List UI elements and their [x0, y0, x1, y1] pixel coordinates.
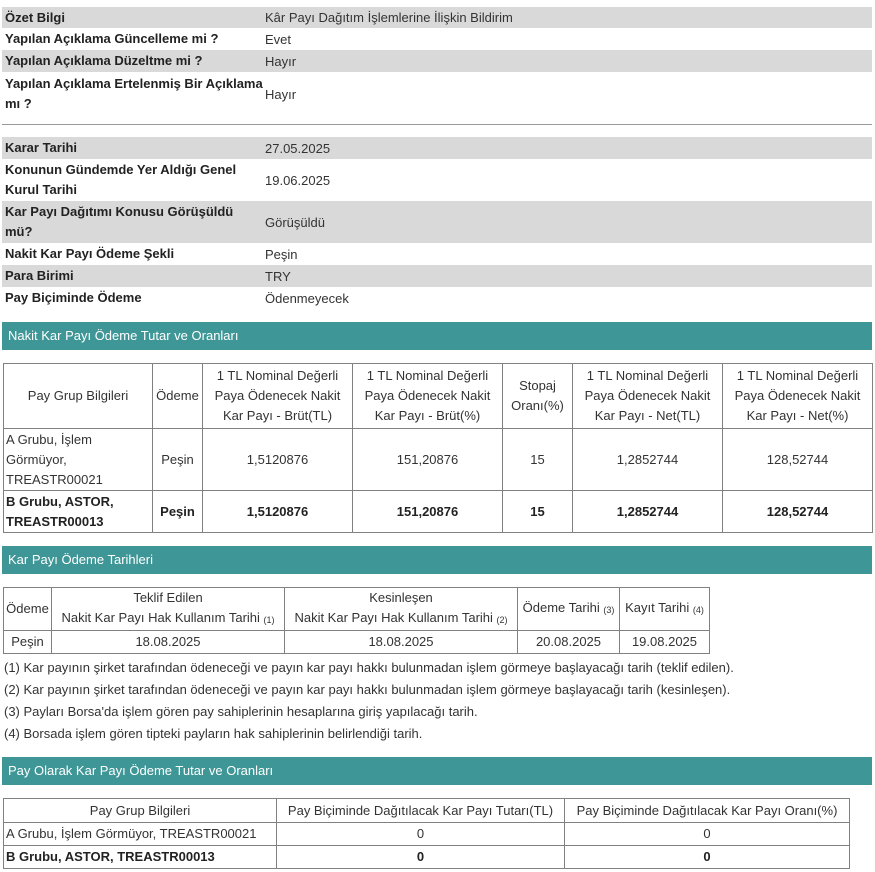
table-cell: 0	[277, 823, 565, 846]
table-cell: 151,20876	[353, 491, 503, 533]
column-header: Pay Grup Bilgileri	[4, 364, 153, 429]
header-line	[287, 608, 515, 630]
footnotes	[4, 657, 872, 745]
detail-row-pay-bicimi	[2, 287, 872, 309]
table-cell: 128,52744	[723, 491, 873, 533]
summary-row-guncelleme	[2, 28, 872, 50]
summary-row-ertelenmis	[2, 72, 872, 116]
cash-dividend-header: Nakit Kar Payı Ödeme Tutar ve Oranları	[2, 322, 872, 350]
table-cell: B Grubu, ASTOR, TREASTR00013	[4, 846, 277, 869]
footnote-marker: (2)	[496, 615, 508, 625]
footnote-marker: (1)	[263, 615, 275, 625]
table-cell: 1,5120876	[203, 491, 353, 533]
column-header: 1 TL Nominal Değerli Paya Ödenecek Nakit Kar Payı - Net(%)	[723, 364, 873, 429]
table-row	[4, 631, 710, 654]
summary-value: Hayır	[265, 53, 297, 69]
table-cell: 151,20876	[353, 429, 503, 491]
summary-row-duzeltme	[2, 50, 872, 72]
header-line	[54, 608, 282, 630]
detail-value: Ödenmeyecek	[265, 290, 349, 306]
table-cell: 0	[565, 846, 850, 869]
column-header-final	[285, 588, 518, 631]
table-cell: Peşin	[153, 491, 203, 533]
table-cell: 0	[565, 823, 850, 846]
detail-label: Pay Biçiminde Ödeme	[5, 290, 142, 305]
table-cell: 0	[277, 846, 565, 869]
table-cell: 20.08.2025	[518, 631, 620, 654]
table-row	[4, 823, 850, 846]
detail-label: Karar Tarihi	[5, 140, 78, 155]
summary-label: Özet Bilgi	[5, 9, 65, 25]
table-cell: B Grubu, ASTOR, TREASTR00013	[4, 491, 153, 533]
table-cell: 1,2852744	[573, 491, 723, 533]
table-cell: Peşin	[4, 631, 52, 654]
header-text: Ödeme Tarihi	[522, 600, 600, 615]
detail-label: Para Birimi	[5, 268, 74, 283]
table-cell: 128,52744	[723, 429, 873, 491]
table-header-row	[4, 799, 850, 823]
cash-dividend-table	[3, 363, 873, 533]
table-cell: A Grubu, İşlem Görmüyor, TREASTR00021	[4, 429, 153, 491]
detail-row-odeme-sekli	[2, 243, 872, 265]
column-header: 1 TL Nominal Değerli Paya Ödenecek Nakit Kar Payı - Brüt(TL)	[203, 364, 353, 429]
detail-value: Görüşüldü	[265, 214, 325, 230]
summary-value: Evet	[265, 31, 292, 47]
table-cell: 15	[503, 429, 573, 491]
table-header-row	[4, 588, 710, 631]
footnote: (3) Payları Borsa'da işlem gören pay sahiplerinin hesaplarına giriş yapılacağı tarih.	[4, 704, 478, 719]
table-cell: 15	[503, 491, 573, 533]
summary-label: Yapılan Açıklama Düzeltme mi ?	[5, 53, 203, 68]
column-header: Pay Grup Bilgileri	[4, 799, 277, 823]
header-text: Kayıt Tarihi	[625, 600, 690, 615]
detail-row-genel-kurul	[2, 159, 872, 201]
detail-label: Kar Payı Dağıtımı Konusu Görüşüldü mü?	[5, 204, 234, 239]
payment-dates-header: Kar Payı Ödeme Tarihleri	[2, 546, 872, 574]
table-row	[4, 846, 850, 869]
detail-value: TRY	[265, 268, 291, 284]
detail-row-para-birimi	[2, 265, 872, 287]
header-text: Nakit Kar Payı Hak Kullanım Tarihi	[294, 610, 493, 625]
column-header: 1 TL Nominal Değerli Paya Ödenecek Nakit Kar Payı - Brüt(%)	[353, 364, 503, 429]
column-header: 1 TL Nominal Değerli Paya Ödenecek Nakit Kar Payı - Net(TL)	[573, 364, 723, 429]
table-cell: A Grubu, İşlem Görmüyor, TREASTR00021	[4, 823, 277, 846]
detail-value: 27.05.2025	[265, 140, 331, 156]
header-line: Teklif Edilen	[133, 590, 203, 605]
payment-dates-table	[3, 587, 710, 654]
table-cell: Peşin	[153, 429, 203, 491]
footnote: (2) Kar payının şirket tarafından ödeneceği ve payın kar payı hakkı bulunmadan işlem görmeye başlayacağı tarih (kesinleşen).	[4, 682, 731, 697]
detail-label: Nakit Kar Payı Ödeme Şekli	[5, 246, 175, 261]
header-line: Kesinleşen	[369, 590, 433, 605]
summary-label: Yapılan Açıklama Güncelleme mi ?	[5, 31, 219, 46]
column-header-payment-date	[518, 588, 620, 631]
footnote-marker: (3)	[603, 605, 615, 615]
column-header: Ödeme	[153, 364, 203, 429]
header-text: Nakit Kar Payı Hak Kullanım Tarihi	[61, 610, 260, 625]
summary-row-ozet	[2, 7, 872, 28]
detail-row-gorusuldu	[2, 201, 872, 243]
table-cell: 19.08.2025	[620, 631, 710, 654]
stock-dividend-header: Pay Olarak Kar Payı Ödeme Tutar ve Oranları	[2, 757, 872, 785]
summary-value: Kâr Payı Dağıtım İşlemlerine İlişkin Bildirim	[265, 10, 513, 25]
footnote-marker: (4)	[692, 605, 704, 615]
table-cell: 1,2852744	[573, 429, 723, 491]
column-header: Stopaj Oranı(%)	[503, 364, 573, 429]
table-cell: 18.08.2025	[52, 631, 285, 654]
column-header: Pay Biçiminde Dağıtılacak Kar Payı Tutarı(TL)	[277, 799, 565, 823]
column-header-proposed	[52, 588, 285, 631]
column-header: Pay Biçiminde Dağıtılacak Kar Payı Oranı(%)	[565, 799, 850, 823]
stock-dividend-table	[3, 798, 850, 869]
section-divider	[2, 124, 872, 125]
column-header: Ödeme	[4, 588, 52, 631]
footnote: (4) Borsada işlem gören tipteki payların hak sahiplerinin belirlendiği tarih.	[4, 726, 423, 741]
column-header-record-date	[620, 588, 710, 631]
summary-label: Yapılan Açıklama Ertelenmiş Bir Açıklama mı ?	[5, 76, 263, 111]
detail-label: Konunun Gündemde Yer Aldığı Genel Kurul Tarihi	[5, 162, 237, 197]
table-header-row	[4, 364, 873, 429]
table-cell: 18.08.2025	[285, 631, 518, 654]
detail-value: Peşin	[265, 246, 298, 262]
table-cell: 1,5120876	[203, 429, 353, 491]
detail-row-karar-tarihi	[2, 137, 872, 159]
summary-value: Hayır	[265, 86, 297, 102]
detail-value: 19.06.2025	[265, 172, 331, 188]
footnote: (1) Kar payının şirket tarafından ödeneceği ve payın kar payı hakkı bulunmadan işlem görmeye başlayacağı tarih (teklif edilen).	[4, 660, 734, 675]
table-row	[4, 491, 873, 533]
table-row	[4, 429, 873, 491]
